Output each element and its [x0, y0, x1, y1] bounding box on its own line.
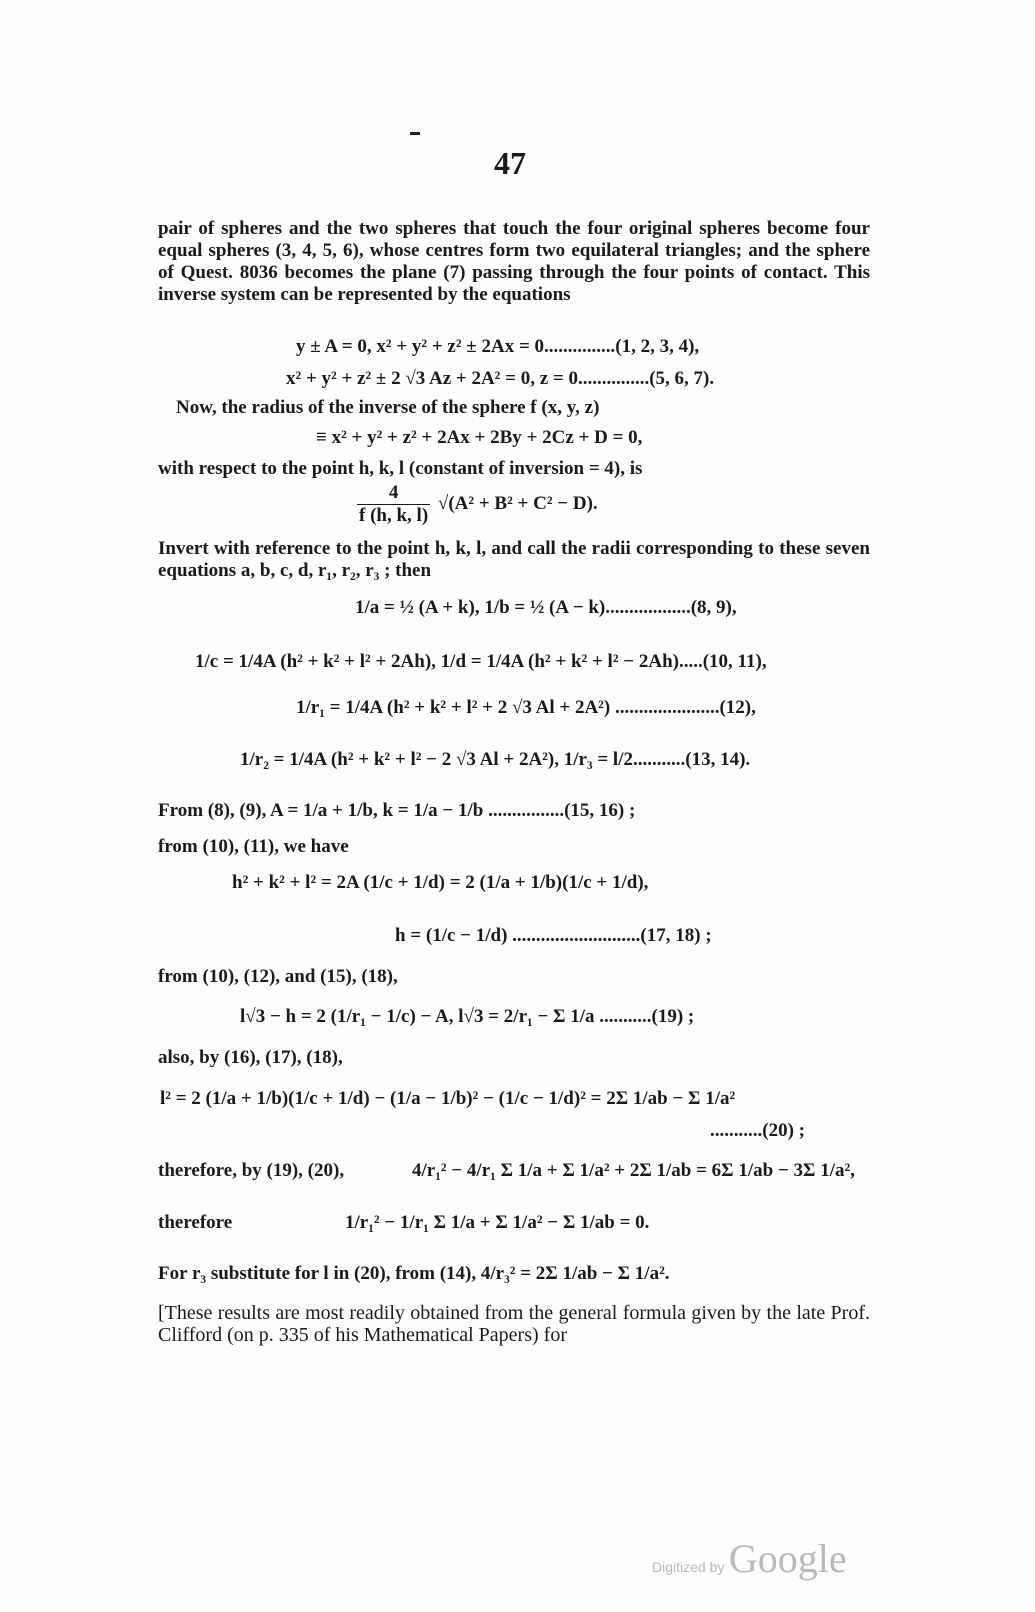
- equation-20: l² = 2 (1/a + 1/b)(1/c + 1/d) − (1/a − 1/b)² − (1/c − 1/d)² = 2Σ 1/ab − Σ 1/a²: [160, 1088, 736, 1109]
- therefore-1-label: therefore, by (19), (20),: [158, 1160, 345, 1181]
- equation-8-9: 1/a = ½ (A + k), 1/b = ½ (A − k)..................(8, 9),: [355, 597, 737, 618]
- from-10-11-line: from (10), (11), we have: [158, 836, 349, 857]
- stray-mark: [410, 132, 420, 135]
- now-line: Now, the radius of the inverse of the sphere f (x, y, z): [176, 397, 600, 418]
- equation-19: l√3 − h = 2 (1/r₁ − 1/c) − A, l√3 = 2/r₁ − Σ 1/a ...........(19) ;: [240, 1006, 695, 1027]
- paragraph-invert: Invert with reference to the point h, k, l, and call the radii corresponding to these seven equations a, b, c, d, r₁, r₂, r₃ ; then: [158, 538, 870, 581]
- google-watermark: [652, 1535, 847, 1582]
- radius-numerator: 4: [357, 482, 430, 505]
- also-line: also, by (16), (17), (18),: [158, 1047, 343, 1068]
- equation-17-18: h = (1/c − 1/d) ...........................(17, 18) ;: [395, 925, 712, 946]
- sphere-equation: ≡ x² + y² + z² + 2Ax + 2By + 2Cz + D = 0,: [316, 427, 643, 448]
- therefore-2-label: therefore: [158, 1212, 233, 1233]
- from-10-12-line: from (10), (12), and (15), (18),: [158, 966, 398, 987]
- equation-17a: h² + k² + l² = 2A (1/c + 1/d) = 2 (1/a + 1/b)(1/c + 1/d),: [232, 872, 649, 893]
- equation-1-4: y ± A = 0, x² + y² + z² ± 2Ax = 0...............(1, 2, 3, 4),: [296, 336, 700, 357]
- radius-denominator: f (h, k, l): [359, 505, 429, 526]
- paragraph-bracket: [These results are most readily obtained from the general formula given by the late Prof. Clifford (on p. 335 of his Mathematical Papers) for: [158, 1302, 870, 1346]
- equation-10-11: 1/c = 1/4A (h² + k² + l² + 2Ah), 1/d = 1/4A (h² + k² + l² − 2Ah).....(10, 11),: [195, 651, 767, 672]
- watermark-digitized: Digitized by: [652, 1559, 725, 1575]
- therefore-1-equation: 4/r₁² − 4/r₁ Σ 1/a + Σ 1/a² + 2Σ 1/ab = 6Σ 1/ab − 3Σ 1/a²,: [412, 1160, 855, 1181]
- r3-line: For r₃ substitute for l in (20), from (14), 4/r₃² = 2Σ 1/ab − Σ 1/a².: [158, 1263, 670, 1284]
- equation-15-16: From (8), (9), A = 1/a + 1/b, k = 1/a − 1/b ................(15, 16) ;: [158, 800, 636, 821]
- equation-20-ref: ...........(20) ;: [710, 1120, 805, 1141]
- page-number: 47: [494, 145, 526, 181]
- radius-fraction: [357, 482, 430, 527]
- radius-root: √(A² + B² + C² − D).: [437, 492, 598, 514]
- radius-formula: [354, 482, 598, 527]
- paragraph-intro: pair of spheres and the two spheres that touch the four original spheres become four equal spheres (3, 4, 5, 6), whose centres form two equilateral triangles; and the sphere of Quest. 8036 becomes the plane (7) passing through the four points of contact. This inverse system can be represented by the equations: [158, 218, 870, 305]
- respect-line: with respect to the point h, k, l (constant of inversion = 4), is: [158, 458, 643, 479]
- therefore-2-equation: 1/r₁² − 1/r₁ Σ 1/a + Σ 1/a² − Σ 1/ab = 0.: [345, 1212, 650, 1233]
- watermark-google: Google: [728, 1536, 847, 1581]
- equation-12: 1/r₁ = 1/4A (h² + k² + l² + 2 √3 Al + 2A²) ......................(12),: [296, 697, 756, 718]
- equation-13-14: 1/r₂ = 1/4A (h² + k² + l² − 2 √3 Al + 2A²), 1/r₃ = l/2...........(13, 14).: [240, 749, 751, 770]
- equation-5-7: x² + y² + z² ± 2 √3 Az + 2A² = 0, z = 0...............(5, 6, 7).: [286, 368, 715, 389]
